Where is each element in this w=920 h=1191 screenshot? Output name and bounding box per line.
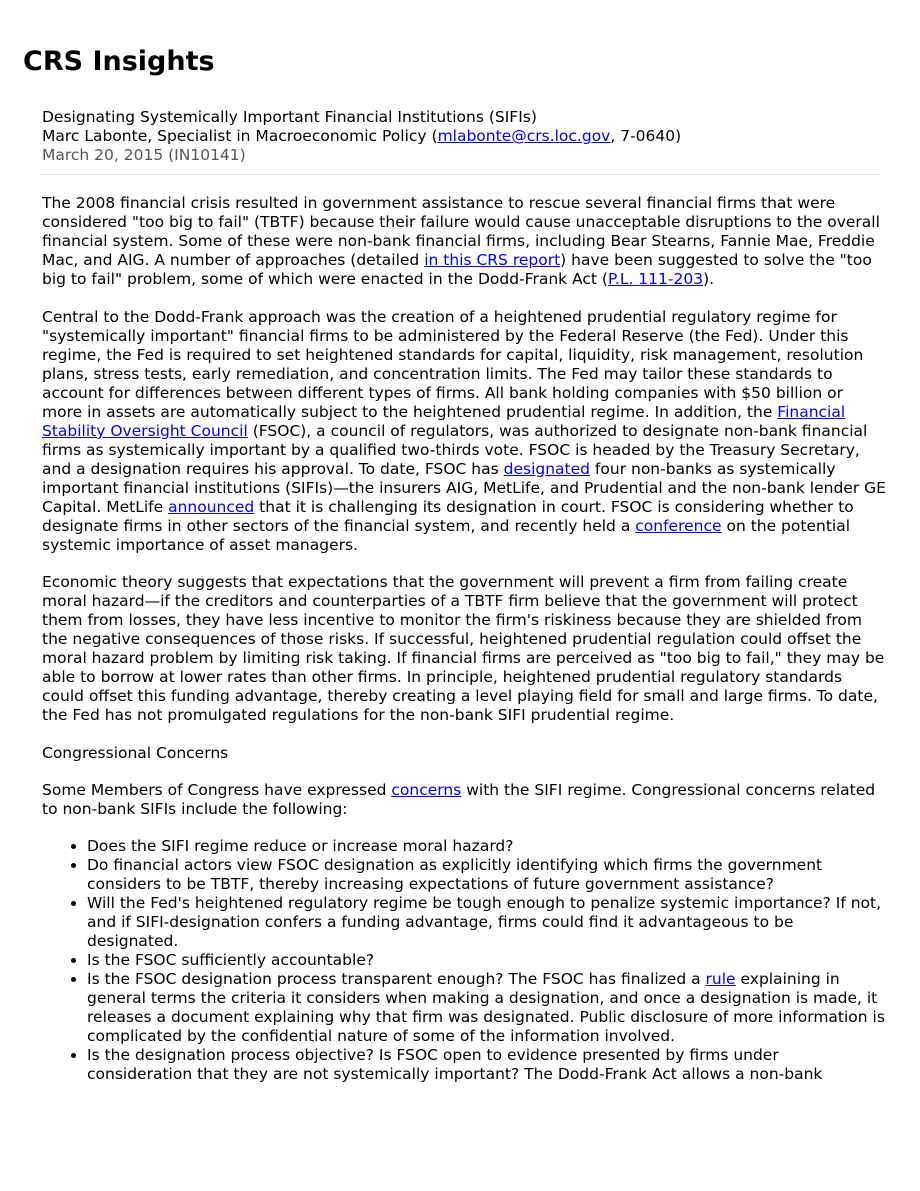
concerns-link[interactable]: concerns xyxy=(391,781,462,799)
list-item: • Will the Fed's heightened regulatory regime be tough enough to penalize systemic importance? If not, and if SIFI-designation confers a funding advantage, firms could find it advantageous to be designated. xyxy=(87,894,886,951)
header-divider xyxy=(39,174,879,175)
public-law-link[interactable]: P.L. 111-203 xyxy=(607,270,704,288)
paragraph-concerns-intro xyxy=(42,781,886,819)
rule-link[interactable]: rule xyxy=(705,970,736,988)
author-phone: , 7-0640) xyxy=(610,127,682,145)
paragraph-intro xyxy=(42,194,886,289)
crs-report-link[interactable]: in this CRS report xyxy=(424,251,561,269)
list-item: • Is the FSOC sufficiently accountable? xyxy=(87,951,886,970)
list-item-text: Is the FSOC designation process transparent enough? The FSOC has finalized a xyxy=(87,970,706,988)
list-item xyxy=(87,970,886,1046)
author-name: Marc Labonte, Specialist in Macroeconomic Policy ( xyxy=(42,127,438,145)
fsoc-link[interactable]: Financial Stability Oversight Council xyxy=(42,403,846,440)
list-item: • Does the SIFI regime reduce or increase moral hazard? xyxy=(87,837,886,856)
paragraph-text: with the SIFI regime. Congressional concerns related to non-bank SIFIs include the following: xyxy=(42,781,876,818)
list-item: • Do financial actors view FSOC designation as explicitly identifying which firms the government considers to be TBTF, thereby increasing expectations of future government assistance? xyxy=(87,856,886,894)
publication-date: March 20, 2015 (IN10141) xyxy=(42,146,246,164)
article-header xyxy=(42,108,886,165)
announced-link[interactable]: announced xyxy=(168,498,255,516)
article-content xyxy=(42,108,886,1084)
paragraph-text: Central to the Dodd-Frank approach was the creation of a heightened prudential regulatory regime for "systemically important" financial firms to be administered by the Federal Reserve (the Fed). Under this regime, the Fed is required to set heightened standards for capital, liquidity, risk management, resolution plans, stress tests, early remediation, and concentration limits. The Fed may tailor these standards to account for differences between different types of firms. All bank holding companies with $50 billion or more in assets are automatically subject to the heightened prudential regime. In addition, the xyxy=(42,308,864,421)
paragraph-dodd-frank xyxy=(42,308,886,555)
site-title: CRS Insights xyxy=(23,46,215,77)
author-line xyxy=(42,127,886,146)
designated-link[interactable]: designated xyxy=(503,460,590,478)
paragraph-text: four non-banks as systemically important financial institutions (SIFIs)—the insurers AIG, MetLife, and Prudential and the non-bank lender GE Capital. MetLife xyxy=(42,460,886,516)
paragraph-text: ) have been suggested to solve the "too big to fail" problem, some of which were enacted in the Dodd-Frank Act ( xyxy=(42,251,872,288)
paragraph-text: on the potential systemic importance of asset managers. xyxy=(42,517,851,554)
paragraph-text: The 2008 financial crisis resulted in government assistance to rescue several financial firms that were considered "too big to fail" (TBTF) because their failure would cause unacceptable disruptions to the overall financial system. Some of these were non-bank financial firms, including Bear Stearns, Fannie Mae, Freddie Mac, and AIG. A number of approaches (detailed xyxy=(42,194,880,269)
concerns-list xyxy=(42,837,886,1084)
list-item-text: explaining in general terms the criteria it considers when making a designation, and once a designation is made, it releases a document explaining why that firm was designated. Public disclosure of more information is complicated by the confidential nature of some of the information involved. xyxy=(87,970,885,1045)
conference-link[interactable]: conference xyxy=(635,517,722,535)
paragraph-text: ). xyxy=(703,270,715,288)
list-item: • Is the designation process objective? Is FSOC open to evidence presented by firms under consideration that they are not systemically important? The Dodd-Frank Act allows a non-bank xyxy=(87,1046,886,1084)
paragraph-text: that it is challenging its designation in court. FSOC is considering whether to designate firms in other sectors of the financial system, and recently held a xyxy=(42,498,854,535)
paragraph-economic-theory: Economic theory suggests that expectations that the government will prevent a firm from failing create moral hazard—if the creditors and counterparties of a TBTF firm believe that the government will protect them from losses, they have less incentive to monitor the firm's riskiness because they are shielded from the negative consequences of those risks. If successful, heightened prudential regulation could offset the moral hazard problem by limiting risk taking. If financial firms are perceived as "too big to fail," they may be able to borrow at lower rates than other firms. In principle, heightened prudential regulatory standards could offset this funding advantage, thereby creating a level playing field for small and large firms. To date, the Fed has not promulgated regulations for the non-bank SIFI prudential regime. xyxy=(42,573,885,724)
paragraph-text: Some Members of Congress have expressed xyxy=(42,781,392,799)
article-title: Designating Systemically Important Financial Institutions (SIFIs) xyxy=(42,108,537,126)
paragraph-text: (FSOC), a council of regulators, was authorized to designate non-bank financial firms as systemically important by a qualified two-thirds vote. FSOC is headed by the Treasury Secretary, and a designation requires his approval. To date, FSOC has xyxy=(42,422,868,478)
section-heading: Congressional Concerns xyxy=(42,744,229,762)
author-email-link[interactable]: mlabonte@crs.loc.gov xyxy=(437,127,611,145)
